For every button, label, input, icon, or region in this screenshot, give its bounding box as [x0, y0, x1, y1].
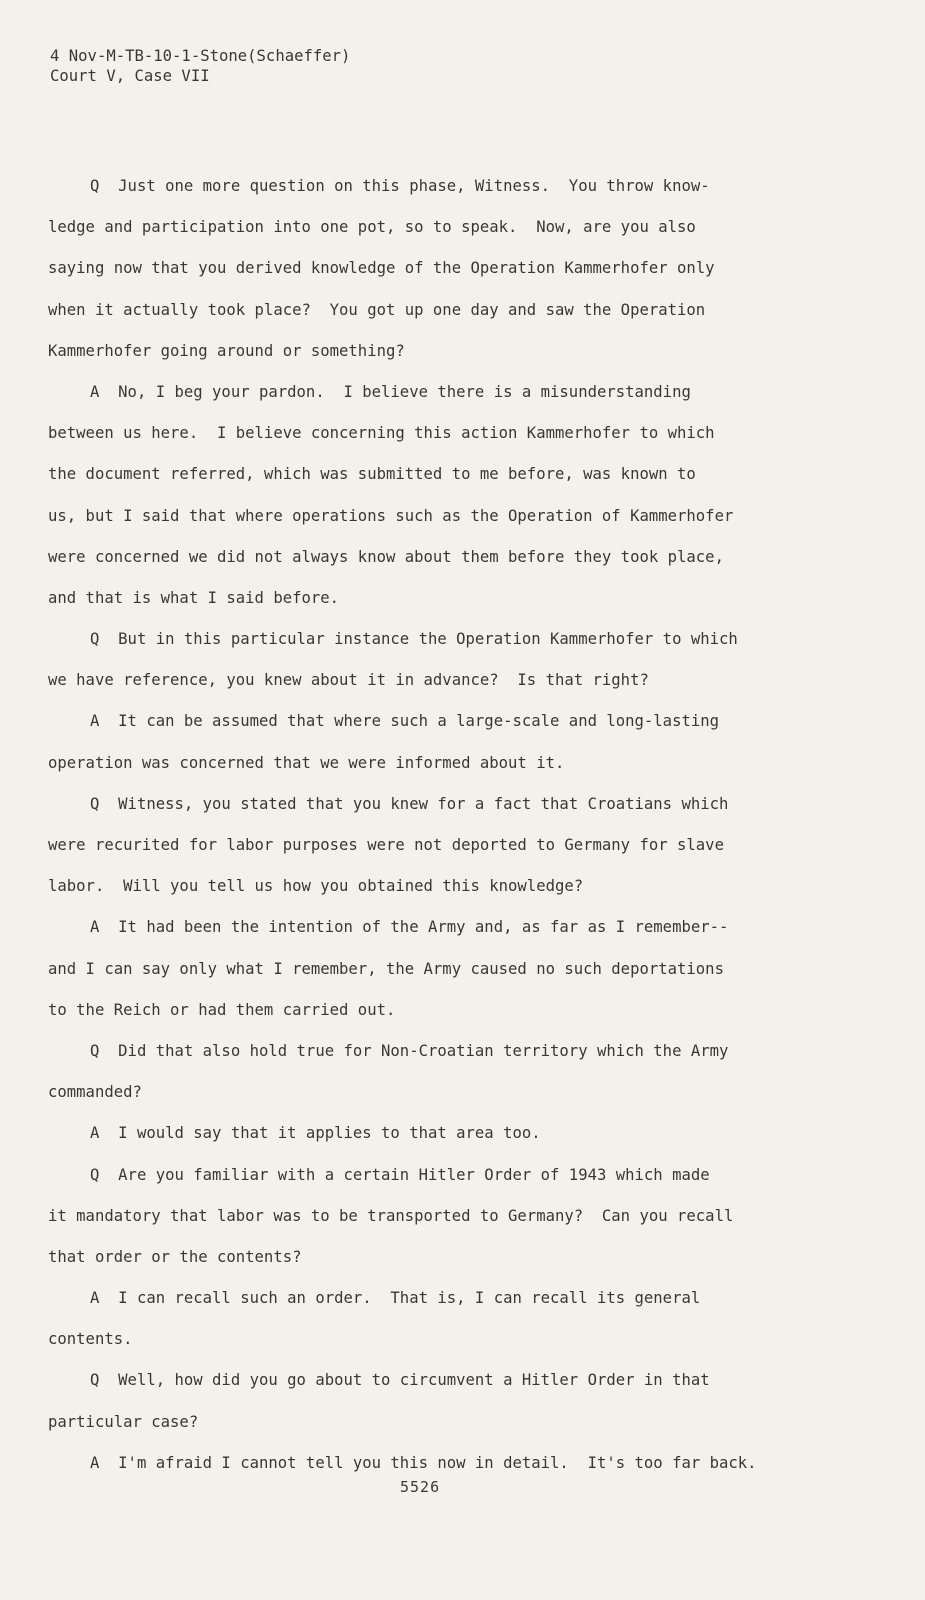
paragraph-line: labor. Will you tell us how you obtained this knowledge? [48, 877, 584, 896]
paragraph-line: Q Are you familiar with a certain Hitler Order of 1943 which made [90, 1165, 710, 1184]
paragraph-line: Q Did that also hold true for Non-Croatian territory which the Army [90, 1041, 729, 1060]
paragraph-line: Q Just one more question on this phase, Witness. You throw know- [90, 177, 710, 195]
paragraph-line: between us here. I believe concerning this action Kammerhofer to which [48, 424, 715, 443]
testimony-paragraph [48, 1278, 898, 1360]
document-header [50, 46, 350, 86]
testimony-paragraph [48, 1155, 898, 1279]
paragraph-line: ledge and participation into one pot, so to speak. Now, are you also [48, 218, 696, 237]
paragraph-line: particular case? [48, 1412, 199, 1431]
testimony-paragraph [48, 701, 898, 783]
paragraph-line: we have reference, you knew about it in advance? Is that right? [48, 671, 649, 690]
paragraph-line: operation was concerned that we were informed about it. [48, 753, 565, 772]
paragraph-line: the document referred, which was submitted to me before, was known to [48, 465, 696, 484]
paragraph-line: that order or the contents? [48, 1247, 302, 1266]
testimony-paragraph [48, 166, 898, 372]
paragraph-line: A I'm afraid I cannot tell you this now in detail. It's too far back. [90, 1453, 757, 1472]
testimony-paragraph [48, 907, 898, 1031]
testimony-paragraph [48, 372, 898, 619]
paragraph-line: were recurited for labor purposes were not deported to Germany for slave [48, 836, 724, 854]
testimony-paragraph [48, 1031, 898, 1113]
testimony-paragraph [48, 1360, 898, 1442]
paragraph-line: A I would say that it applies to that area too. [90, 1124, 541, 1143]
paragraph-line: A It had been the intention of the Army and, as far as I remember-- [90, 918, 729, 937]
transcript-body [48, 166, 898, 1484]
paragraph-line: Q Witness, you stated that you knew for a fact that Croatians which [90, 794, 729, 813]
header-line-1: 4 Nov-M-TB-10-1-Stone(Schaeffer) [50, 47, 351, 65]
paragraph-line: it mandatory that labor was to be transported to Germany? Can you recall [48, 1206, 734, 1225]
testimony-paragraph [48, 619, 898, 701]
paragraph-line: saying now that you derived knowledge of the Operation Kammerhofer only [48, 259, 715, 278]
testimony-paragraph [48, 1113, 898, 1154]
paragraph-line: contents. [48, 1330, 133, 1349]
paragraph-line: Q Well, how did you go about to circumvent a Hitler Order in that [90, 1371, 710, 1390]
paragraph-line: Kammerhofer going around or something? [48, 341, 405, 360]
header-line-2: Court V, Case VII [50, 67, 210, 85]
testimony-paragraph [48, 784, 898, 908]
paragraph-line: commanded? [48, 1083, 142, 1102]
paragraph-line: and I can say only what I remember, the Army caused no such deportations [48, 959, 724, 978]
paragraph-line: and that is what I said before. [48, 588, 340, 607]
paragraph-line: were concerned we did not always know about them before they took place, [48, 547, 724, 566]
paragraph-line: A I can recall such an order. That is, I can recall its general [90, 1289, 701, 1308]
paragraph-line: when it actually took place? You got up one day and saw the Operation [48, 300, 706, 319]
paragraph-line: A No, I beg your pardon. I believe there is a misunderstanding [90, 382, 691, 401]
paragraph-line: Q But in this particular instance the Operation Kammerhofer to which [90, 630, 738, 649]
paragraph-line: A It can be assumed that where such a large-scale and long-lasting [90, 712, 720, 731]
page-number: 5526 [400, 1478, 441, 1496]
paragraph-line: to the Reich or had them carried out. [48, 1000, 396, 1019]
paragraph-line: us, but I said that where operations such as the Operation of Kammerhofer [48, 506, 734, 525]
testimony-paragraph [48, 1443, 898, 1484]
